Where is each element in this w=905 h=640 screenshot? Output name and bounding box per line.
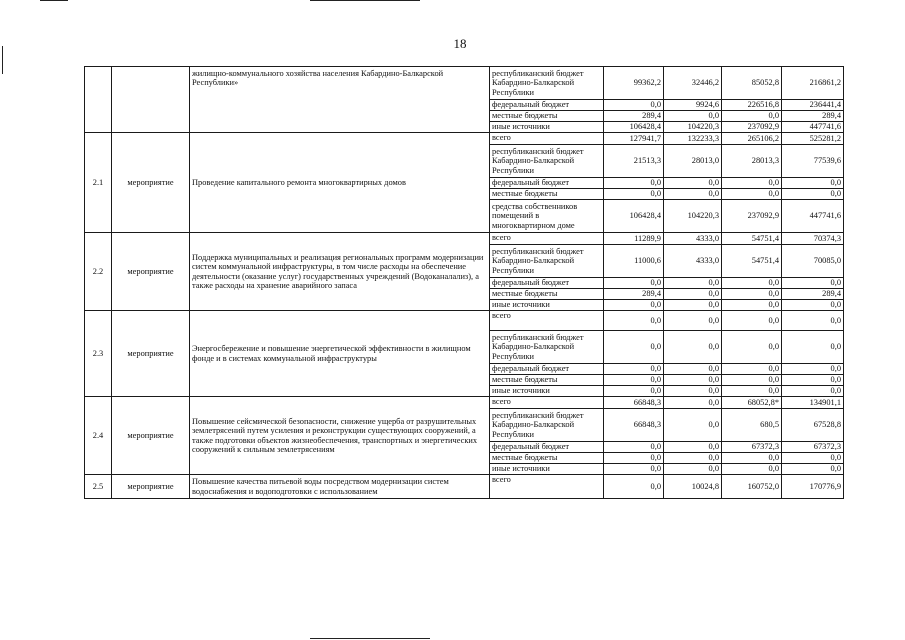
value-year-3: 0,0	[722, 278, 782, 289]
value-year-3: 0,0	[722, 311, 782, 331]
funding-source: иные источники	[490, 300, 604, 311]
table-row	[85, 133, 844, 145]
value-total: 289,4	[782, 111, 844, 122]
value-year-2: 132233,3	[664, 133, 722, 145]
value-year-3: 265106,2	[722, 133, 782, 145]
measure-name: Энергосбережение и повышение энергетической эффективности в жилищном фонде и в системах коммунальной инфраструктуры	[190, 311, 490, 397]
value-total: 0,0	[782, 364, 844, 375]
value-year-2: 0,0	[664, 386, 722, 397]
value-year-2: 32446,2	[664, 67, 722, 100]
value-year-1: 0,0	[604, 189, 664, 200]
value-year-1: 66848,3	[604, 409, 664, 442]
value-year-2: 0,0	[664, 111, 722, 122]
table-row	[85, 475, 844, 499]
funding-source: местные бюджеты	[490, 375, 604, 386]
value-year-1: 66848,3	[604, 397, 664, 409]
value-year-1: 0,0	[604, 442, 664, 453]
value-total: 0,0	[782, 386, 844, 397]
value-year-2: 0,0	[664, 364, 722, 375]
funding-source: иные источники	[490, 386, 604, 397]
funding-source: всего	[490, 133, 604, 145]
value-year-3: 0,0	[722, 331, 782, 364]
value-year-3: 0,0	[722, 189, 782, 200]
funding-source: республиканский бюджет Кабардино-Балкарской Республики	[490, 409, 604, 442]
funding-source: средства собственников помещений в многоквартирном доме	[490, 200, 604, 233]
measure-type	[112, 67, 190, 133]
value-year-3: 68052,8*	[722, 397, 782, 409]
value-year-3: 85052,8	[722, 67, 782, 100]
measure-type: мероприятие	[112, 311, 190, 397]
value-year-2: 0,0	[664, 375, 722, 386]
value-year-3: 0,0	[722, 111, 782, 122]
funding-source: местные бюджеты	[490, 111, 604, 122]
value-total: 77539,6	[782, 145, 844, 178]
value-year-2: 104220,3	[664, 200, 722, 233]
value-year-2: 4333,0	[664, 245, 722, 278]
value-year-3: 680,5	[722, 409, 782, 442]
value-year-3: 0,0	[722, 453, 782, 464]
value-year-3: 67372,3	[722, 442, 782, 453]
value-year-1: 11289,9	[604, 233, 664, 245]
value-year-1: 127941,7	[604, 133, 664, 145]
value-year-2: 0,0	[664, 331, 722, 364]
value-total: 525281,2	[782, 133, 844, 145]
value-year-1: 0,0	[604, 386, 664, 397]
value-total: 0,0	[782, 331, 844, 364]
funding-source: республиканский бюджет Кабардино-Балкарской Республики	[490, 245, 604, 278]
value-total: 0,0	[782, 464, 844, 475]
value-year-2: 9924,6	[664, 100, 722, 111]
measure-type: мероприятие	[112, 233, 190, 311]
value-year-2: 0,0	[664, 397, 722, 409]
value-year-2: 0,0	[664, 311, 722, 331]
value-year-2: 0,0	[664, 178, 722, 189]
scan-mark-bottom-center	[310, 638, 430, 639]
value-year-1: 0,0	[604, 364, 664, 375]
value-year-2: 0,0	[664, 278, 722, 289]
funding-source: федеральный бюджет	[490, 364, 604, 375]
value-year-1: 0,0	[604, 375, 664, 386]
value-year-2: 0,0	[664, 464, 722, 475]
funding-source: местные бюджеты	[490, 289, 604, 300]
measure-code: 2.3	[85, 311, 112, 397]
measure-name: Поддержка муниципальных и реализация региональных программ модернизации систем коммунальной инфраструктуры, в том числе расходы на обеспечение деятельности (оказание услуг) государственных учреждений (Водоканалализ), а также расходы на хранение аварийного запаса	[190, 233, 490, 311]
value-year-2: 4333,0	[664, 233, 722, 245]
value-year-3: 237092,9	[722, 122, 782, 133]
value-year-1: 0,0	[604, 300, 664, 311]
value-year-3: 0,0	[722, 375, 782, 386]
funding-source: всего	[490, 233, 604, 245]
funding-source: всего	[490, 311, 604, 331]
scan-mark-top-center	[310, 0, 420, 1]
value-year-3: 226516,8	[722, 100, 782, 111]
value-year-3: 0,0	[722, 364, 782, 375]
measure-code	[85, 67, 112, 133]
funding-source: республиканский бюджет Кабардино-Балкарской Республики	[490, 67, 604, 100]
value-year-3: 160752,0	[722, 475, 782, 499]
value-year-2: 104220,3	[664, 122, 722, 133]
measure-name: Повышение качества питьевой воды посредством модернизации систем водоснабжения и водоподготовки с использованием	[190, 475, 490, 499]
value-year-3: 0,0	[722, 300, 782, 311]
measure-code: 2.1	[85, 133, 112, 233]
funding-source: иные источники	[490, 464, 604, 475]
value-year-1: 0,0	[604, 278, 664, 289]
value-total: 447741,6	[782, 122, 844, 133]
measure-code: 2.5	[85, 475, 112, 499]
funding-source: иные источники	[490, 122, 604, 133]
measure-code: 2.4	[85, 397, 112, 475]
value-total: 0,0	[782, 189, 844, 200]
measure-type: мероприятие	[112, 475, 190, 499]
table-row	[85, 311, 844, 331]
value-year-1: 0,0	[604, 464, 664, 475]
funding-source: местные бюджеты	[490, 453, 604, 464]
value-year-2: 28013,0	[664, 145, 722, 178]
value-total: 170776,9	[782, 475, 844, 499]
funding-source: всего	[490, 397, 604, 409]
value-year-1: 289,4	[604, 289, 664, 300]
value-total: 70374,3	[782, 233, 844, 245]
value-year-1: 99362,2	[604, 67, 664, 100]
value-year-1: 0,0	[604, 475, 664, 499]
value-year-2: 10024,8	[664, 475, 722, 499]
value-total: 0,0	[782, 278, 844, 289]
value-year-1: 0,0	[604, 331, 664, 364]
value-year-1: 0,0	[604, 100, 664, 111]
measure-name: Проведение капитального ремонта многоквартирных домов	[190, 133, 490, 233]
value-year-1: 0,0	[604, 453, 664, 464]
measure-type: мероприятие	[112, 133, 190, 233]
value-year-3: 0,0	[722, 289, 782, 300]
measure-name: жилищно-коммунального хозяйства населения Кабардино-Балкарской Республики»	[190, 67, 490, 133]
value-year-3: 0,0	[722, 464, 782, 475]
value-year-2: 0,0	[664, 289, 722, 300]
value-year-3: 0,0	[722, 386, 782, 397]
value-year-1: 106428,4	[604, 200, 664, 233]
value-year-3: 237092,9	[722, 200, 782, 233]
value-total: 236441,4	[782, 100, 844, 111]
value-year-1: 21513,3	[604, 145, 664, 178]
value-year-3: 0,0	[722, 178, 782, 189]
value-year-1: 0,0	[604, 311, 664, 331]
table-row	[85, 397, 844, 409]
value-year-2: 0,0	[664, 453, 722, 464]
value-total: 67528,8	[782, 409, 844, 442]
value-year-1: 106428,4	[604, 122, 664, 133]
budget-table	[84, 66, 844, 499]
value-total: 0,0	[782, 375, 844, 386]
funding-source: федеральный бюджет	[490, 442, 604, 453]
value-year-1: 289,4	[604, 111, 664, 122]
funding-source: федеральный бюджет	[490, 100, 604, 111]
value-year-1: 11000,6	[604, 245, 664, 278]
value-total: 447741,6	[782, 200, 844, 233]
page-number: 18	[453, 36, 467, 51]
funding-source: федеральный бюджет	[490, 278, 604, 289]
scan-mark-top-left	[40, 0, 68, 1]
value-total: 0,0	[782, 300, 844, 311]
value-total: 0,0	[782, 178, 844, 189]
value-total: 216861,2	[782, 67, 844, 100]
measure-name: Повышение сейсмической безопасности, снижение ущерба от разрушительных землетрясений путем усиления и реконструкции существующих сооружений, а также подготовки объектов жизнеобеспечения, транспортных и энергетических сооружений к сильным землетрясениям	[190, 397, 490, 475]
value-year-3: 54751,4	[722, 245, 782, 278]
funding-source: республиканский бюджет Кабардино-Балкарской Республики	[490, 145, 604, 178]
funding-source: федеральный бюджет	[490, 178, 604, 189]
measure-type: мероприятие	[112, 397, 190, 475]
measure-code: 2.2	[85, 233, 112, 311]
value-total: 0,0	[782, 311, 844, 331]
table-row	[85, 67, 844, 100]
funding-source: местные бюджеты	[490, 189, 604, 200]
value-year-3: 28013,3	[722, 145, 782, 178]
value-total: 0,0	[782, 453, 844, 464]
value-total: 134901,1	[782, 397, 844, 409]
table-row	[85, 233, 844, 245]
scan-mark-left-edge	[2, 46, 3, 74]
value-year-2: 0,0	[664, 300, 722, 311]
value-total: 67372,3	[782, 442, 844, 453]
value-total: 289,4	[782, 289, 844, 300]
funding-source: республиканский бюджет Кабардино-Балкарской Республики	[490, 331, 604, 364]
funding-source: всего	[490, 475, 604, 499]
value-year-2: 0,0	[664, 442, 722, 453]
value-total: 70085,0	[782, 245, 844, 278]
value-year-2: 0,0	[664, 189, 722, 200]
value-year-2: 0,0	[664, 409, 722, 442]
value-year-3: 54751,4	[722, 233, 782, 245]
value-year-1: 0,0	[604, 178, 664, 189]
